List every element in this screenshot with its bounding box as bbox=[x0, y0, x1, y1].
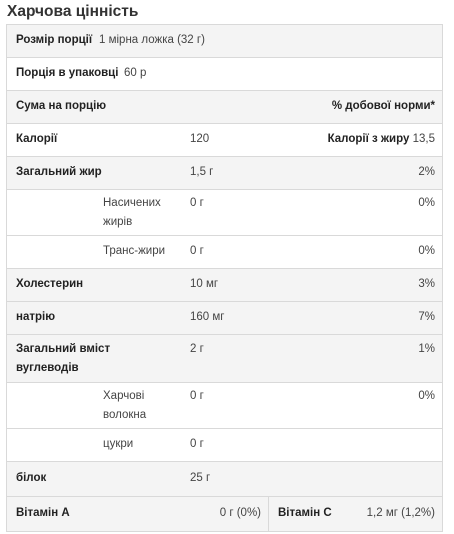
daily-value-header: % добової норми* bbox=[331, 100, 435, 112]
sodium-amount: 160 мг bbox=[190, 311, 225, 323]
saturated-fat-row bbox=[7, 190, 442, 236]
serving-size-label: Розмір порції bbox=[16, 34, 93, 46]
vitamin-a-label: Вітамін A bbox=[16, 507, 70, 519]
fiber-label: Харчові волокна bbox=[103, 390, 147, 421]
carbohydrates-row bbox=[7, 335, 442, 383]
total-fat-label: Загальний жир bbox=[16, 166, 102, 178]
carbohydrates-dv: 1% bbox=[418, 343, 435, 355]
cholesterol-dv: 3% bbox=[418, 278, 435, 290]
carbohydrates-label: Загальний вміст вуглеводів bbox=[16, 343, 111, 374]
protein-label: білок bbox=[16, 472, 47, 484]
vitamins-row bbox=[7, 497, 442, 531]
trans-fat-label: Транс-жири bbox=[103, 245, 166, 257]
sodium-label: натрію bbox=[16, 311, 56, 323]
trans-fat-dv: 0% bbox=[418, 245, 435, 257]
calories-row bbox=[7, 124, 442, 157]
vitamin-c-label: Вітамін C bbox=[278, 507, 332, 519]
serving-size-row bbox=[7, 25, 442, 58]
vitamin-c-value: 1,2 мг (1,2%) bbox=[366, 507, 435, 519]
cholesterol-amount: 10 мг bbox=[190, 278, 219, 290]
trans-fat-amount: 0 г bbox=[190, 245, 204, 257]
amount-per-serving-label: Сума на порцію bbox=[16, 100, 107, 112]
vitamin-a-value: 0 г (0%) bbox=[219, 507, 261, 519]
fiber-dv: 0% bbox=[418, 390, 435, 402]
servings-per-container-row bbox=[7, 58, 442, 91]
total-fat-row bbox=[7, 157, 442, 190]
sugars-label: цукри bbox=[103, 438, 134, 450]
servings-per-container-value: 60 р bbox=[124, 67, 147, 79]
serving-size-value: 1 мірна ложка (32 г) bbox=[99, 34, 205, 46]
amount-per-serving-row bbox=[7, 91, 442, 124]
fiber-amount: 0 г bbox=[190, 390, 204, 402]
calories-label: Калорії bbox=[16, 133, 58, 145]
cholesterol-row bbox=[7, 269, 442, 302]
nutrition-title: Харчова цінність bbox=[7, 3, 139, 20]
vitamins-divider bbox=[268, 497, 269, 531]
total-fat-dv: 2% bbox=[418, 166, 435, 178]
nutrition-table bbox=[6, 24, 443, 532]
sodium-dv: 7% bbox=[418, 311, 435, 323]
fiber-row bbox=[7, 383, 442, 429]
calories-from-fat-label: Калорії з жиру bbox=[327, 133, 410, 145]
calories-from-fat bbox=[328, 130, 435, 149]
saturated-fat-amount: 0 г bbox=[190, 197, 204, 209]
saturated-fat-dv: 0% bbox=[418, 197, 435, 209]
protein-row bbox=[7, 462, 442, 497]
sodium-row bbox=[7, 302, 442, 335]
sugars-amount: 0 г bbox=[190, 438, 204, 450]
servings-per-container-label: Порція в упаковці bbox=[16, 67, 119, 79]
protein-amount: 25 г bbox=[190, 472, 211, 484]
carbohydrates-amount: 2 г bbox=[190, 343, 204, 355]
trans-fat-row bbox=[7, 236, 442, 269]
total-fat-amount: 1,5 г bbox=[190, 166, 214, 178]
calories-value: 120 bbox=[190, 133, 210, 145]
sugars-row bbox=[7, 429, 442, 462]
saturated-fat-label: Насичених жирів bbox=[103, 197, 161, 228]
calories-from-fat-value: 13,5 bbox=[412, 133, 435, 145]
cholesterol-label: Холестерин bbox=[16, 278, 84, 290]
